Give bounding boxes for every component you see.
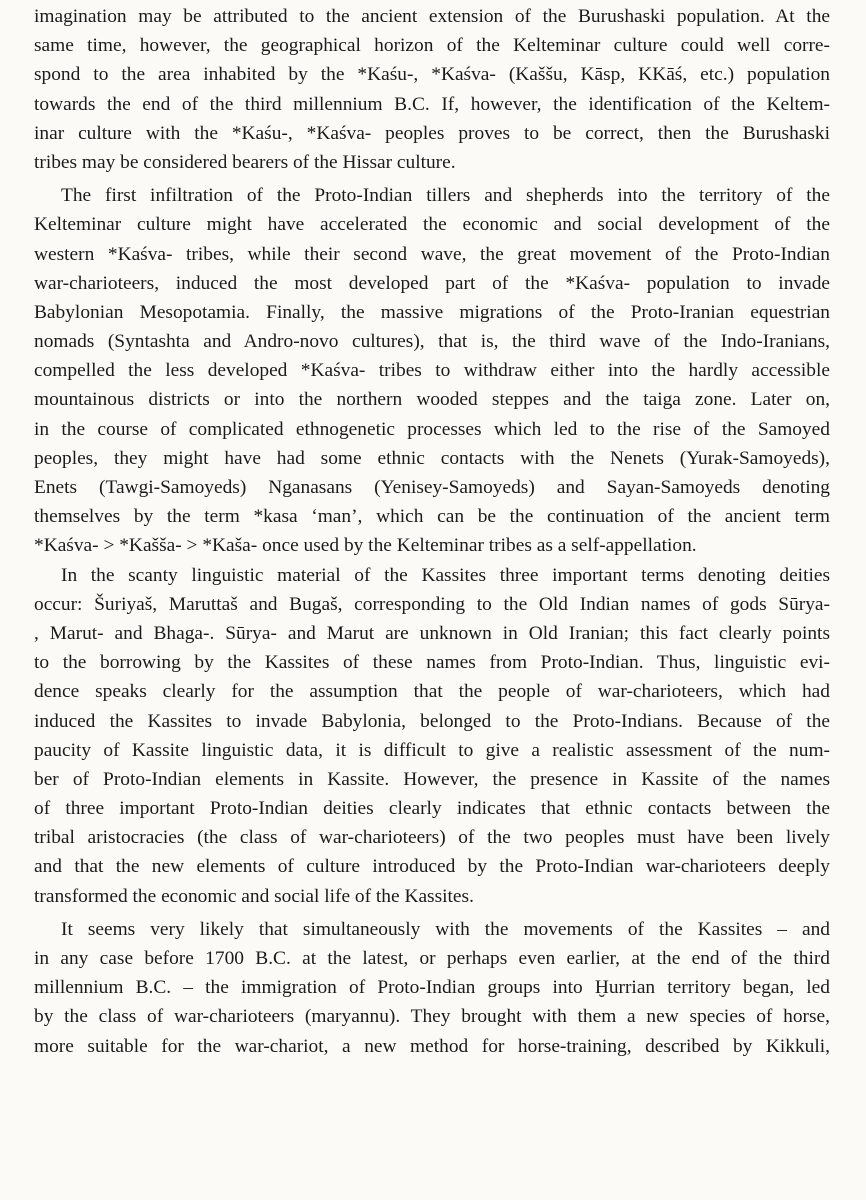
text-line: *Kaśva- > *Kašša- > *Kaša- once used by the Kelteminar tribes as a self-appellation.	[34, 535, 697, 557]
text-line: occur: Šuriyaš, Maruttaš and Bugaš, corresponding to the Old Indian names of gods Sūrya-	[34, 593, 830, 615]
text-line: spond to the area inhabited by the *Kaśu-, *Kaśva- (Kaššu, Kāsp, KKāś, etc.) population	[34, 64, 830, 86]
text-line: transformed the economic and social life of the Kassites.	[34, 885, 474, 907]
text-line: in any case before 1700 B.C. at the latest, or perhaps even earlier, at the end of the third	[34, 948, 830, 969]
text-line: Enets (Tawgi-Samoyeds) Nganasans (Yenisey-Samoyeds) and Sayan-Samoyeds denoting	[34, 477, 830, 498]
paragraph-4	[34, 915, 830, 1061]
text-line: peoples, they might have had some ethnic contacts with the Nenets (Yurak-Samoyeds),	[34, 447, 830, 469]
text-line: tribal aristocracies (the class of war-charioteers) of the two peoples must have been lively	[34, 827, 830, 849]
text-line: nomads (Syntashta and Andro-novo cultures), that is, the third wave of the Indo-Iranians,	[34, 331, 830, 353]
text-line: It seems very likely that simultaneously with the movements of the Kassites – and	[61, 918, 830, 940]
text-line: in the course of complicated ethnogenetic processes which led to the rise of the Samoyed	[34, 418, 830, 440]
text-line: millennium B.C. – the immigration of Proto-Indian groups into Ḫurrian territory began, led	[34, 977, 830, 999]
text-line: tribes may be considered bearers of the Hissar culture.	[34, 151, 456, 173]
text-line: towards the end of the third millennium B.C. If, however, the identification of the Keltem-	[34, 93, 830, 115]
text-line: themselves by the term *kasa ‘man’, which can be the continuation of the ancient term	[34, 506, 830, 528]
text-line: induced the Kassites to invade Babylonia, belonged to the Proto-Indians. Because of the	[34, 710, 830, 732]
text-line: western *Kaśva- tribes, while their second wave, the great movement of the Proto-Indian	[34, 243, 830, 265]
paragraph-2	[34, 181, 830, 560]
text-line: imagination may be attributed to the ancient extension of the Burushaski population. At the	[34, 6, 830, 27]
text-line: mountainous districts or into the northern wooded steppes and the taiga zone. Later on,	[34, 389, 830, 411]
text-line: In the scanty linguistic material of the Kassites three important terms denoting deities	[61, 564, 830, 586]
text-line: inar culture with the *Kaśu-, *Kaśva- peoples proves to be correct, then the Burushaski	[34, 122, 830, 144]
text-line: of three important Proto-Indian deities clearly indicates that ethnic contacts between the	[34, 798, 830, 820]
text-line: same time, however, the geographical horizon of the Kelteminar culture could well corre-	[34, 35, 830, 57]
text-line: compelled the less developed *Kaśva- tribes to withdraw either into the hardly accessible	[34, 360, 830, 382]
text-line: by the class of war-charioteers (maryannu). They brought with them a new species of horse,	[34, 1006, 830, 1028]
text-line: paucity of Kassite linguistic data, it is difficult to give a realistic assessment of the num-	[34, 739, 830, 761]
text-line: The first infiltration of the Proto-Indian tillers and shepherds into the territory of the	[61, 185, 830, 207]
text-line: war-charioteers, induced the most developed part of the *Kaśva- population to invade	[34, 272, 830, 294]
text-line: dence speaks clearly for the assumption that the people of war-charioteers, which had	[34, 681, 830, 703]
text-line: more suitable for the war-chariot, a new method for horse-training, described by Kikkuli,	[34, 1035, 830, 1057]
text-line: , Marut- and Bhaga-. Sūrya- and Marut are unknown in Old Iranian; this fact clearly points	[34, 622, 830, 644]
text-line: Kelteminar culture might have accelerated the economic and social development of the	[34, 214, 830, 236]
paragraph-3	[34, 561, 830, 911]
text-line: and that the new elements of culture introduced by the Proto-Indian war-charioteers deeply	[34, 856, 830, 878]
text-line: ber of Proto-Indian elements in Kassite. However, the presence in Kassite of the names	[34, 768, 830, 790]
text-line: Babylonian Mesopotamia. Finally, the massive migrations of the Proto-Iranian equestrian	[34, 301, 830, 323]
text-line: to the borrowing by the Kassites of these names from Proto-Indian. Thus, linguistic evi-	[34, 652, 830, 674]
paragraph-1	[34, 2, 830, 177]
